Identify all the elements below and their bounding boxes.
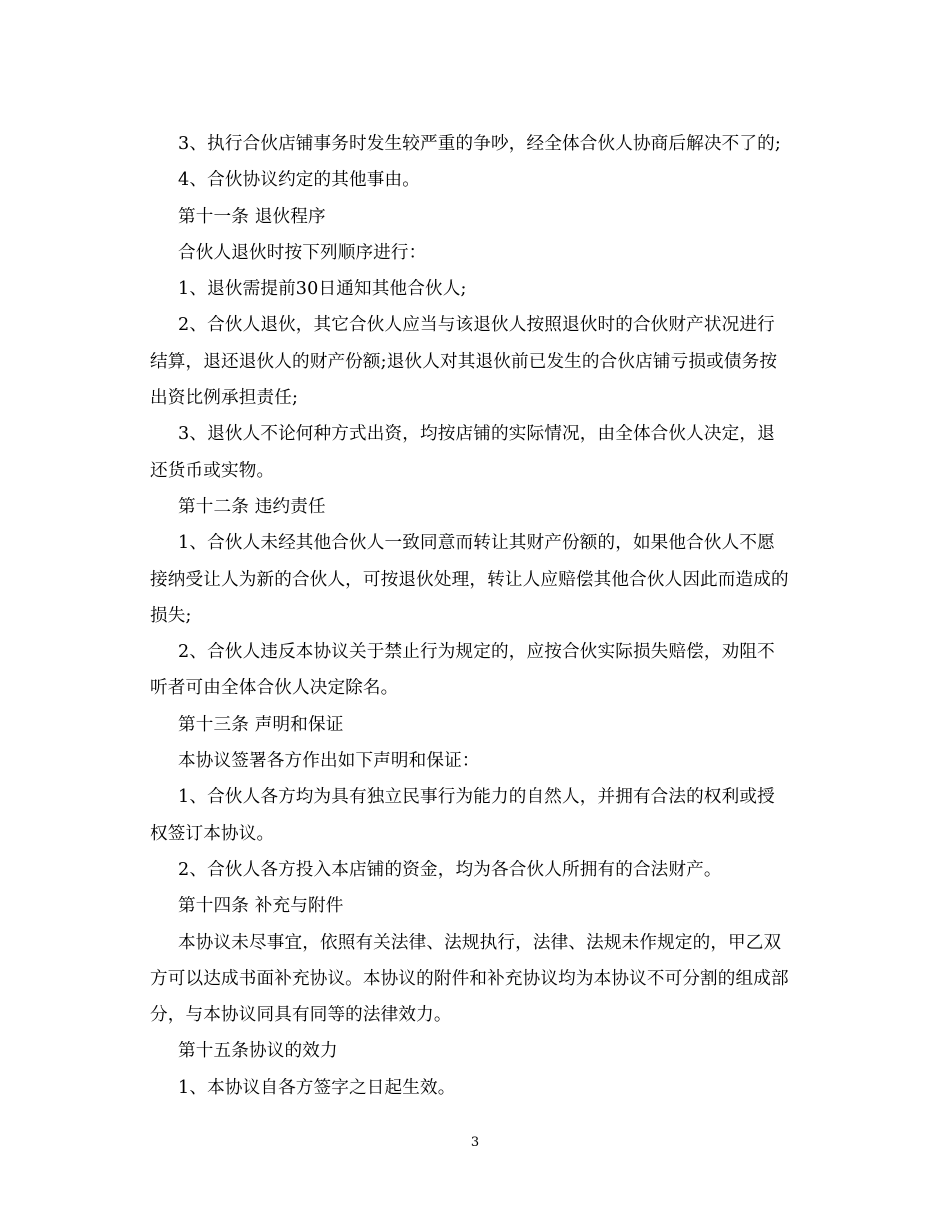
text-line: 本协议签署各方作出如下声明和保证： — [178, 751, 480, 772]
text-line: 2、合伙人各方投入本店铺的资金，均为各合伙人所拥有的合法财产。 — [178, 859, 722, 880]
text-line: 1、合伙人未经其他合伙人一致同意而转让其财产份额的，如果他合伙人不愿 — [178, 533, 775, 554]
text-line: 4、合伙协议约定的其他事由。 — [178, 170, 421, 191]
article-heading: 第十二条 违约责任 — [178, 496, 326, 517]
article-heading: 第十四条 补充与附件 — [178, 896, 344, 917]
text-line: 损失; — [150, 605, 192, 626]
text-line: 1、退伙需提前30日通知其他合伙人; — [178, 279, 467, 300]
text-line: 还货币或实物。 — [150, 460, 275, 481]
text-line: 合伙人退伙时按下列顺序进行： — [178, 242, 427, 263]
text-line: 权签订本协议。 — [150, 823, 275, 844]
text-line: 2、合伙人退伙，其它合伙人应当与该退伙人按照退伙时的合伙财产状况进行 — [178, 315, 775, 336]
page-number: 3 — [470, 1135, 480, 1150]
text-line: 出资比例承担责任; — [150, 388, 299, 409]
text-line: 方可以达成书面补充协议。本协议的附件和补充协议均为本协议不可分割的组成部 — [150, 968, 789, 989]
text-line: 1、合伙人各方均为具有独立民事行为能力的自然人，并拥有合法的权利或授 — [178, 787, 775, 808]
text-line: 3、执行合伙店铺事务时发生较严重的争吵，经全体合伙人协商后解决不了的; — [178, 134, 781, 154]
text-line: 听者可由全体合伙人决定除名。 — [150, 678, 399, 699]
text-line: 1、本协议自各方签字之日起生效。 — [178, 1077, 456, 1098]
text-line: 2、合伙人违反本协议关于禁止行为规定的，应按合伙实际损失赔偿，劝阻不 — [178, 642, 775, 663]
text-line: 本协议未尽事宜，依照有关法律、法规执行，法律、法规未作规定的，甲乙双 — [178, 932, 782, 953]
article-heading: 第十一条 退伙程序 — [178, 206, 326, 227]
text-line: 3、退伙人不论何种方式出资，均按店铺的实际情况，由全体合伙人决定，退 — [178, 424, 775, 445]
text-line: 分，与本协议同具有同等的法律效力。 — [150, 1005, 452, 1026]
document-body — [150, 126, 820, 1106]
text-line: 接纳受让人为新的合伙人，可按退伙处理，转让人应赔偿其他合伙人因此而造成的 — [150, 569, 789, 590]
text-line: 结算，退还退伙人的财产份额;退伙人对其退伙前已发生的合伙店铺亏损或债务按 — [150, 351, 778, 372]
article-heading: 第十五条协议的效力 — [178, 1041, 338, 1062]
article-heading: 第十三条 声明和保证 — [178, 714, 344, 735]
